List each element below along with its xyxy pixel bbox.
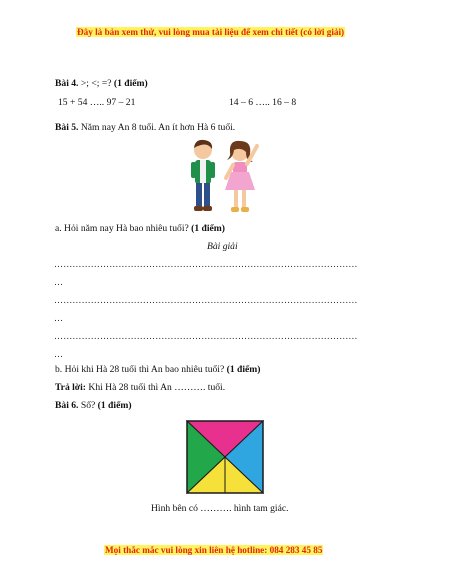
exercise-6-points: (1 điểm) [97,400,132,411]
exercise-5-heading [55,122,235,133]
exercise-5-title: Bài 5. [55,122,79,133]
exercise-5-statement: Năm nay An 8 tuổi. An ít hơn Hà 6 tuổi. [80,122,236,133]
exercise-4-points: (1 điểm) [113,78,148,89]
children-illustration [183,138,263,216]
exercise-5b-text: b. Hỏi khi Hà 28 tuổi thì An bao nhiêu tuổi? [55,364,225,375]
exercise-6-title: Bài 6. [55,400,79,411]
answer-line-3-tail: … [54,349,64,359]
preview-banner: Đây là bản xem thử, vui lòng mua tài liệu để xem chi tiết (có lời giải) [77,27,345,37]
exercise-5a-text: a. Hỏi năm nay Hà bao nhiêu tuổi? [55,223,189,234]
boy-figure [191,140,215,211]
answer-sentence: Khi Hà 28 tuổi thì An ………. tuổi. [88,382,226,393]
exercise-6-prompt: Số? [80,400,96,411]
exercise-4-title: Bài 4. [55,78,79,89]
exercise-4-prompt: >; <; =? [80,78,112,89]
answer-line-2-tail: … [54,313,64,323]
triangle-square-figure [186,420,264,494]
solution-label: Bài giải [207,241,238,252]
exercise-6-heading [55,400,132,411]
answer-line-3[interactable]: ……………………………………………………………………………………… [54,331,358,341]
exercise-6-caption: Hình bên có ………. hình tam giác. [151,503,289,514]
exercise-4-expression-left: 15 + 54 ….. 97 – 21 [58,97,136,108]
hotline-banner: Mọi thắc mắc vui lòng xin liên hệ hotline: 084 283 45 85 [105,545,323,555]
exercise-4-expression-right: 14 – 6 ….. 16 – 8 [229,97,297,108]
girl-figure [225,141,257,212]
answer-line-2[interactable]: ……………………………………………………………………………………… [54,295,358,305]
answer-line-1-tail: … [54,277,64,287]
exercise-5a-question [55,223,225,234]
exercise-5b-question [55,364,260,375]
answer-line-1[interactable]: ……………………………………………………………………………………… [54,259,358,269]
exercise-5b-points: (1 điểm) [226,364,261,375]
exercise-5a-points: (1 điểm) [191,223,225,234]
exercise-4-heading [55,78,148,89]
exercise-5b-answer [55,382,225,393]
answer-label: Trả lời: [55,382,86,393]
